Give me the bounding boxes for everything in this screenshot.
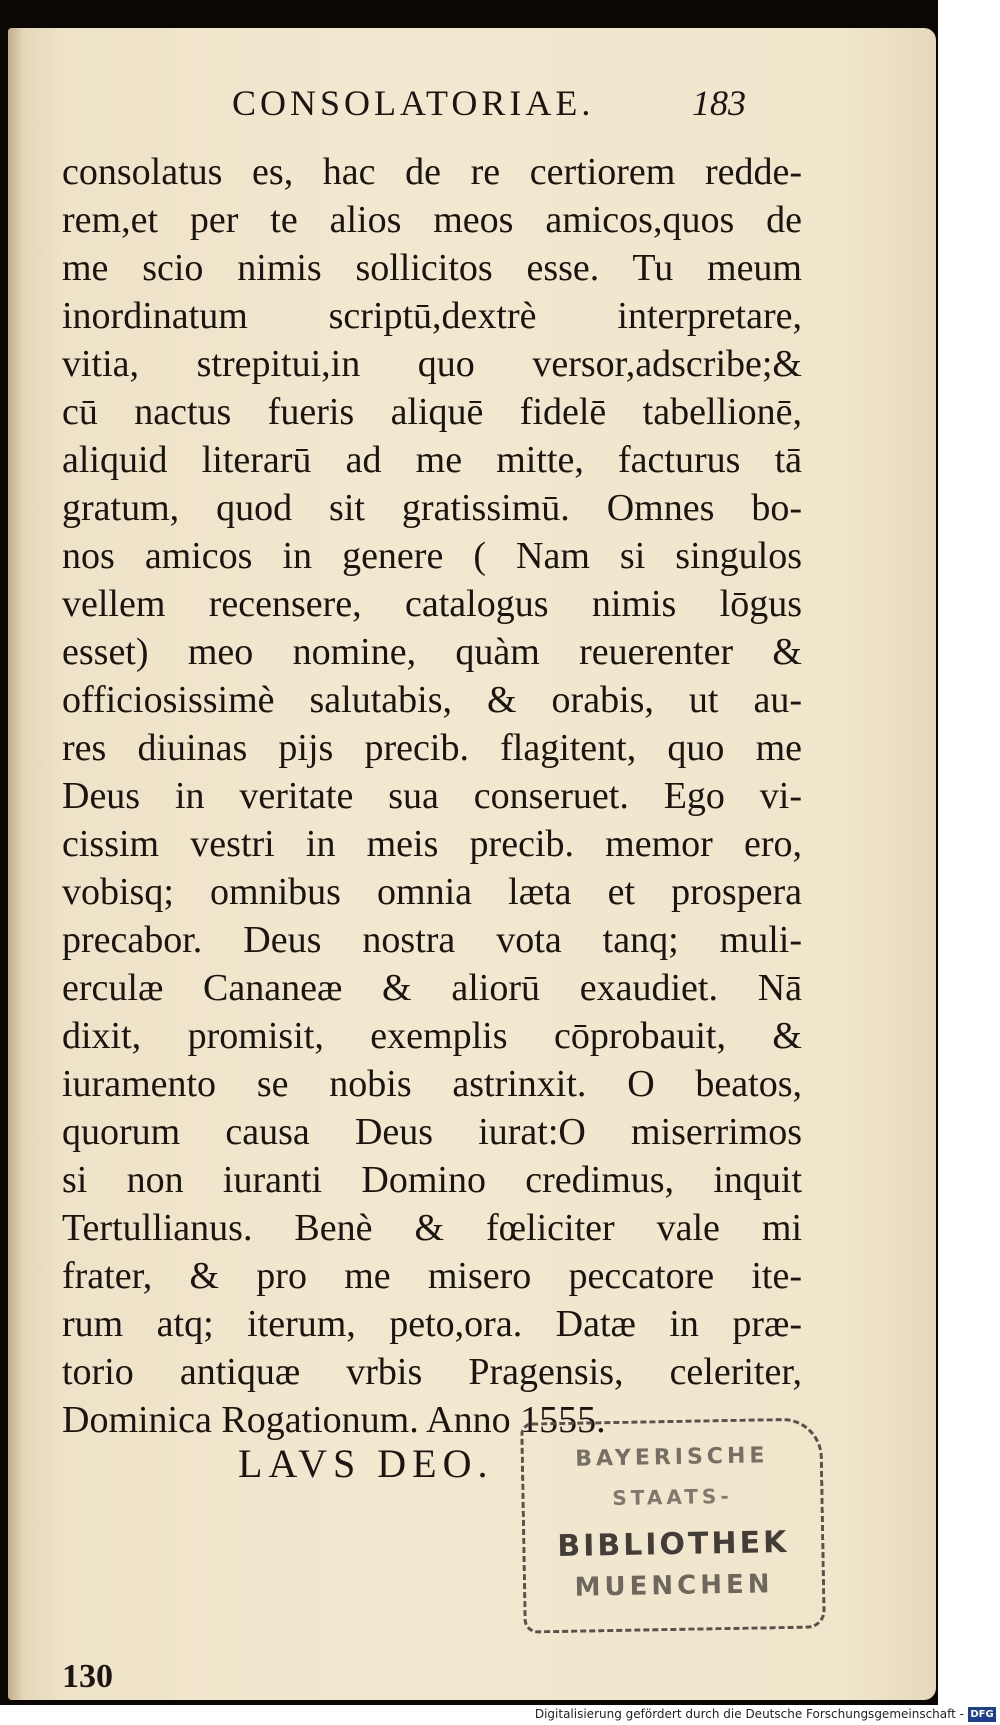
closing-explicit: LAVS DEO. (238, 1441, 494, 1486)
text-line: Deus in veritate sua conseruet. Ego vi- (62, 775, 802, 817)
text-line: quorum causa Deus iurat:O miserrimos (62, 1111, 802, 1153)
page-gutter-edge (8, 28, 22, 1700)
text-line: Tertullianus. Benè & fœliciter vale mi (62, 1207, 802, 1249)
text-line: dixit, promisit, exemplis cōprobauit, & (62, 1015, 802, 1057)
page-header (190, 82, 790, 132)
text-line: consolatus es, hac de re certiorem redde- (62, 151, 802, 193)
footer-credit: Digitalisierung gefördert durch die Deutsche Forschungsgemeinschaft - (534, 1707, 964, 1721)
text-line: frater, & pro me misero peccatore ite- (62, 1255, 802, 1297)
text-line: vobisq; omnibus omnia læta et prospera (62, 871, 802, 913)
running-title: CONSOLATORIAE. (232, 83, 595, 123)
text-line: Dominica Rogationum. Anno 1555. (62, 1399, 606, 1441)
library-stamp (520, 1417, 826, 1633)
text-line: erculæ Cananeæ & aliorū exaudiet. Nā (62, 967, 802, 1009)
text-line: cissim vestri in meis precib. memor ero, (62, 823, 802, 865)
stamp-line: BIBLIOTHEK (557, 1524, 790, 1565)
text-line: res diuinas pijs precib. flagitent, quo me (62, 727, 802, 769)
text-line: me scio nimis sollicitos esse. Tu meum (62, 247, 802, 289)
text-line: aliquid literarū ad me mitte, facturus tā (62, 439, 802, 481)
text-line: rem,et per te alios meos amicos,quos de (62, 199, 802, 241)
text-line: precabor. Deus nostra vota tanq; muli- (62, 919, 802, 961)
text-line: iuramento se nobis astrinxit. O beatos, (62, 1063, 802, 1105)
text-line: vitia, strepitui,in quo versor,adscribe;& (62, 343, 802, 385)
text-line: cū nactus fueris aliquē fidelē tabellionē, (62, 391, 802, 433)
text-line: officiosissimè salutabis, & orabis, ut au- (62, 679, 802, 721)
dfg-logo: DFG (968, 1707, 996, 1722)
stamp-line: BAYERISCHE (575, 1443, 769, 1472)
text-line: vellem recensere, catalogus nimis lōgus (62, 583, 802, 625)
stamp-line: STAATS- (612, 1483, 733, 1511)
text-line: rum atq; iterum, peto,ora. Datæ in præ- (62, 1303, 802, 1345)
text-line: esset) meo nomine, quàm reuerenter & (62, 631, 802, 673)
shelfmark: 130 (62, 1658, 113, 1695)
text-line: torio antiquæ vrbis Pragensis, celeriter, (62, 1351, 802, 1393)
footer-bar (0, 1705, 1000, 1725)
text-line: nos amicos in genere ( Nam si singulos (62, 535, 802, 577)
text-line: gratum, quod sit gratissimū. Omnes bo- (62, 487, 802, 529)
stamp-line: MUENCHEN (574, 1569, 774, 1603)
body-text (62, 148, 802, 1444)
page-number: 183 (692, 83, 746, 123)
text-line: inordinatum scriptū,dextrè interpretare, (62, 295, 802, 337)
text-line: si non iuranti Domino credimus, inquit (62, 1159, 802, 1201)
